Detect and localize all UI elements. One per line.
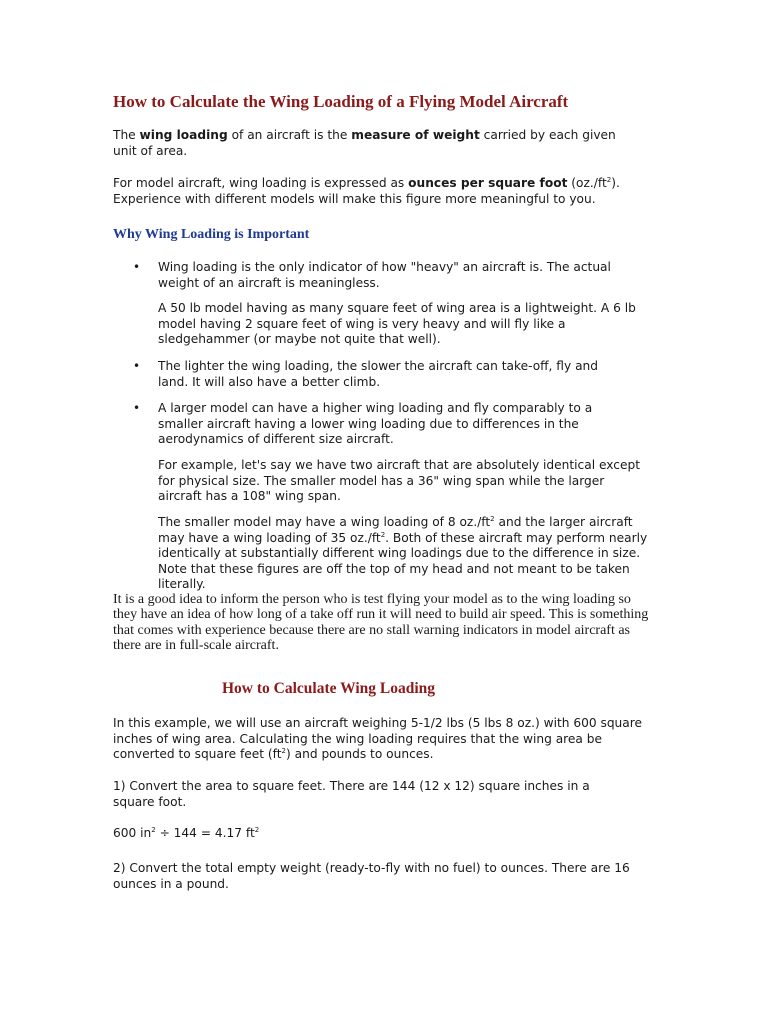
calculation-line: 600 $in^2 \div 144 = 4.17$ $ft^2$ (113, 825, 260, 840)
example-paragraph: In this example, we will use an aircraft weighing 5-1/2 lbs (5 lbs 8 oz.) with 600 square inches of wing area. Calculating the wing loading requires that the wing area be converted to square feet $(ft^2)$ and pounds to ounces. (113, 716, 642, 761)
intro-paragraph-1: The wing loading of an aircraft is the measure of weight carried by each given unit of area. (113, 128, 616, 158)
bullet-marker: • (133, 260, 141, 274)
bullet-item-2: The lighter the wing loading, the slower the aircraft can take-off, fly and land. It will also have a better climb. (158, 359, 598, 389)
bullet-item-1-detail: A 50 lb model having as many square feet of wing area is a lightweight. A 6 lb model having 2 square feet of wing is very heavy and will fly like a sledgehammer (or maybe not quite that well). (158, 301, 636, 346)
step-1-paragraph: 1) Convert the area to square feet. There are 144 (12 x 12) square inches in a square foot. (113, 779, 590, 809)
test-flight-paragraph: It is a good idea to inform the person who is test flying your model as to the wing loading so they have an idea of how long of a take off run it will need to build air speed. This is something that comes with experience because there are no stall warning indicators in model aircraft as there are in full-scale aircraft. (113, 592, 649, 654)
bullet-item-3-example: For example, let's say we have two aircraft that are absolutely identical except for physical size. The smaller model has a 36" wing span while the larger aircraft has a 108" wing span. (158, 458, 640, 503)
term-measure-of-weight: measure of weight (351, 128, 480, 142)
bullet-marker: • (133, 401, 141, 415)
term-ounces-per-square-foot: ounces per square foot (408, 176, 568, 190)
bullet-item-3: A larger model can have a higher wing loading and fly comparably to a smaller aircraft having a lower wing loading due to differences in the aerodynamics of different size aircraft. (158, 401, 593, 446)
term-wing-loading: wing loading (139, 128, 228, 142)
section-heading-why: Why Wing Loading is Important (113, 227, 310, 242)
intro-paragraph-2: For model aircraft, wing loading is expressed as ounces per square foot $(oz./ft^2)$. Experience with different models will make this figure more meaningful to you. (113, 175, 620, 206)
page-title: How to Calculate the Wing Loading of a Flying Model Aircraft (113, 92, 569, 111)
bullet-item-1: Wing loading is the only indicator of how "heavy" an aircraft is. The actual weight of an aircraft is meaningless. (158, 260, 611, 290)
bullet-item-3-detail: The smaller model may have a wing loading of 8 $oz./ft^2$ and the larger aircraft may have a wing loading of 35 $oz./ft^2$. Both of these aircraft may perform nearly identically at substantially different wing loadings due to the difference in size. Note that these figures are off the top of my head and not meant to be taken literally. (158, 514, 648, 591)
section-heading-how: How to Calculate Wing Loading (222, 680, 436, 697)
step-2-paragraph: 2) Convert the total empty weight (ready-to-fly with no fuel) to ounces. There are 16 ounces in a pound. (113, 861, 630, 891)
bullet-marker: • (133, 359, 141, 373)
